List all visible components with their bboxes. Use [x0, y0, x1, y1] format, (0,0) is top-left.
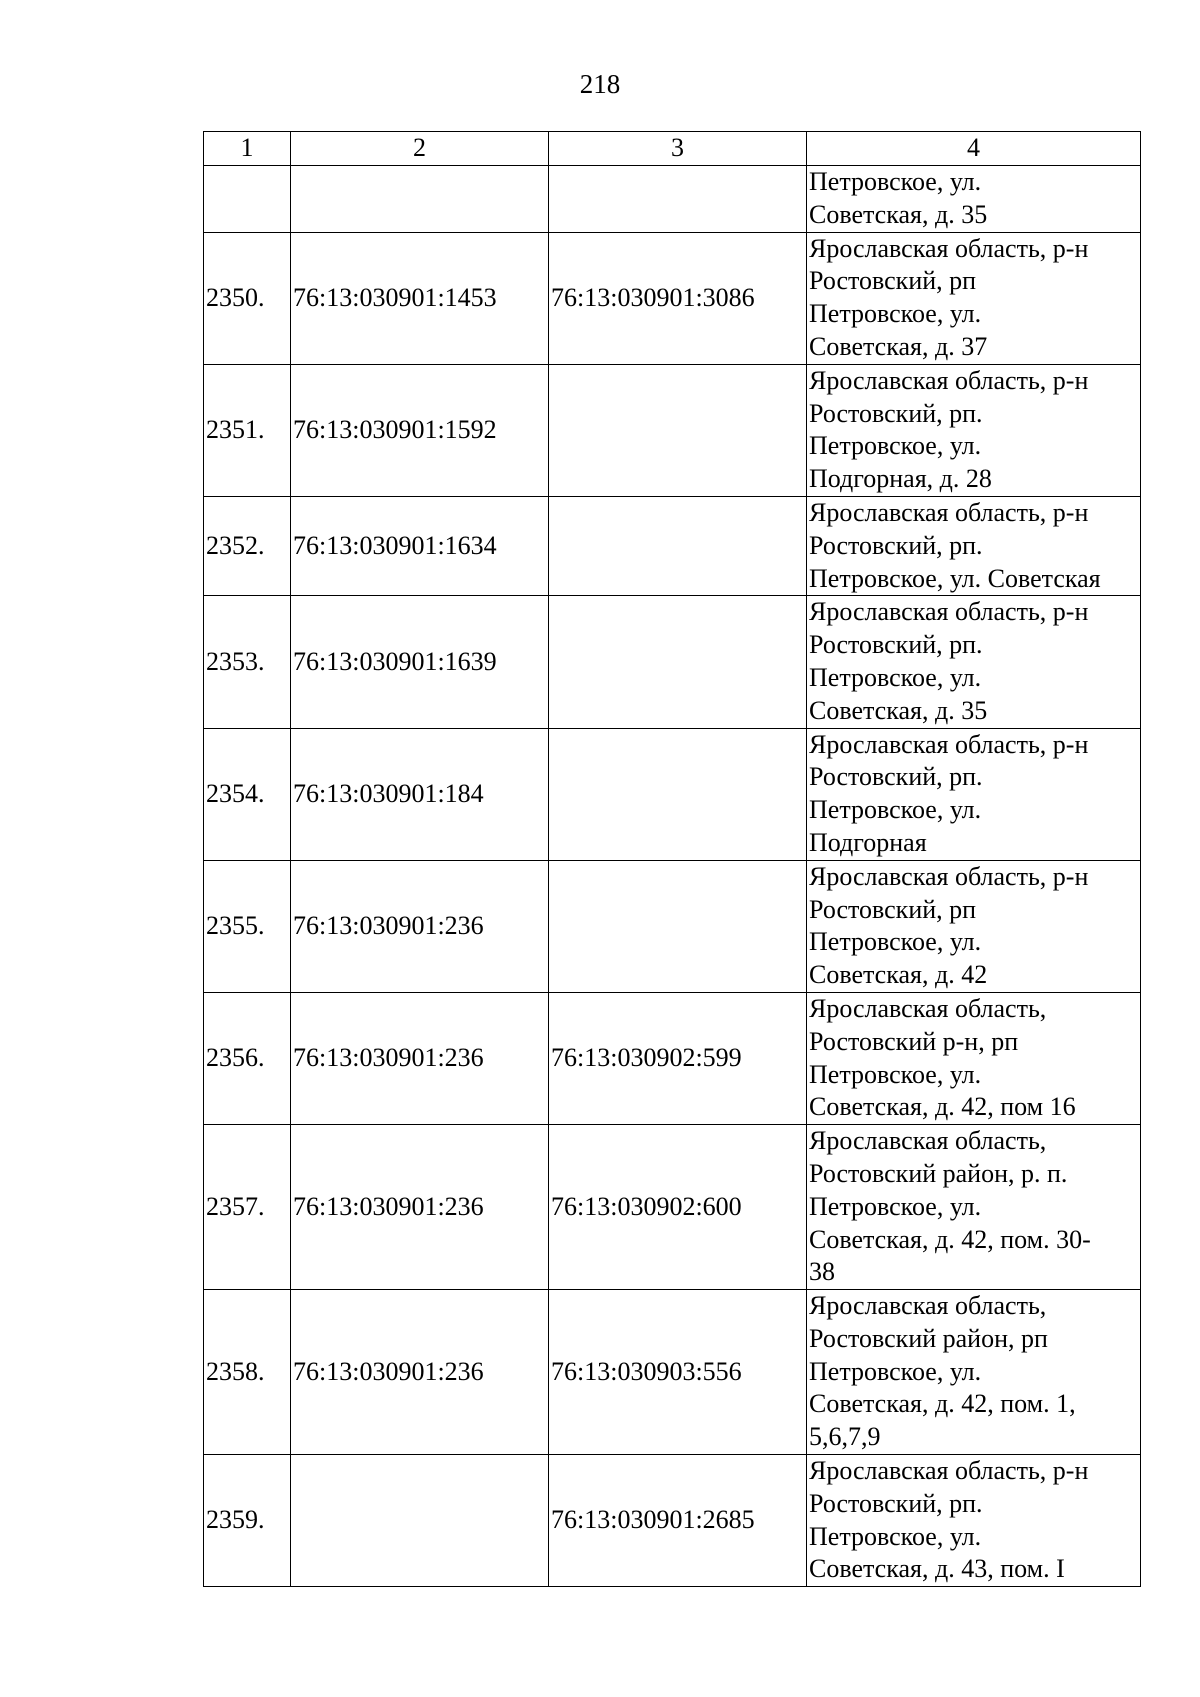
- table-header-row: [204, 132, 1141, 166]
- related-cadastral-number-cell: 76:13:030902:599: [549, 992, 807, 1124]
- related-cadastral-number-cell: [549, 860, 807, 992]
- address-cell: [807, 728, 1141, 860]
- address-line: Ярославская область,: [809, 1291, 1047, 1321]
- page-number: 218: [579, 69, 621, 99]
- cadastral-number-cell: 76:13:030901:1634: [291, 496, 549, 595]
- address-line: Петровское, ул.: [809, 167, 982, 196]
- cadastral-number-cell: 76:13:030901:236: [291, 1125, 549, 1290]
- address-line: Ростовский, рп: [809, 266, 977, 296]
- table-row: [204, 1455, 1141, 1587]
- cadastral-number-cell: 76:13:030901:1453: [291, 232, 549, 364]
- cadastral-number-cell: [291, 166, 549, 233]
- address-line: Петровское, ул.: [809, 299, 982, 329]
- related-cadastral-number-cell: [549, 728, 807, 860]
- address-line: Советская, д. 35: [809, 199, 988, 229]
- registry-table: [203, 131, 1141, 1587]
- row-number-cell: 2353.: [204, 596, 291, 728]
- address-line: Петровское, ул.: [809, 662, 982, 692]
- cadastral-number-cell: 76:13:030901:236: [291, 1290, 549, 1455]
- address-line: Ростовский, рп.: [809, 762, 983, 792]
- address-cell: [807, 596, 1141, 728]
- address-line: Ростовский район, р. п.: [809, 1158, 1068, 1188]
- address-line: Ростовский район, рп: [809, 1323, 1048, 1353]
- related-cadastral-number-cell: 76:13:030902:600: [549, 1125, 807, 1290]
- address-line: Ярославская область,: [809, 993, 1047, 1023]
- address-line: Петровское, ул.: [809, 1059, 982, 1089]
- address-line: Ростовский р-н, рп: [809, 1026, 1019, 1056]
- address-cell: [807, 496, 1141, 595]
- address-line: Ростовский, рп.: [809, 530, 983, 560]
- related-cadastral-number-cell: [549, 496, 807, 595]
- row-number-cell: 2356.: [204, 992, 291, 1124]
- table-row: [204, 596, 1141, 728]
- address-line: Ростовский, рп.: [809, 398, 983, 428]
- related-cadastral-number-cell: 76:13:030901:2685: [549, 1455, 807, 1587]
- cadastral-number-cell: [291, 1455, 549, 1587]
- address-cell: [807, 1125, 1141, 1290]
- column-header-1: 1: [204, 132, 291, 166]
- address-line: Ярославская область, р-н: [809, 233, 1089, 263]
- related-cadastral-number-cell: 76:13:030901:3086: [549, 232, 807, 364]
- address-line: Советская, д. 35: [809, 695, 988, 725]
- row-number-cell: 2355.: [204, 860, 291, 992]
- address-line: Петровское, ул.: [809, 1356, 982, 1386]
- address-line: Петровское, ул.: [809, 1191, 982, 1221]
- row-number-cell: 2358.: [204, 1290, 291, 1455]
- address-line: Советская, д. 42, пом. 30-: [809, 1224, 1091, 1254]
- address-cell: [807, 992, 1141, 1124]
- address-line: Ярославская область, р-н: [809, 861, 1089, 891]
- table-row: [204, 860, 1141, 992]
- related-cadastral-number-cell: [549, 596, 807, 728]
- table-row: [204, 232, 1141, 364]
- address-cell: [807, 1455, 1141, 1587]
- address-line: Ярославская область, р-н: [809, 1456, 1089, 1486]
- table-row: [204, 166, 1141, 233]
- cadastral-number-cell: 76:13:030901:1639: [291, 596, 549, 728]
- address-line: Советская, д. 42, пом 16: [809, 1092, 1076, 1122]
- address-line: Петровское, ул.: [809, 927, 982, 957]
- address-cell: [807, 860, 1141, 992]
- address-cell: [807, 364, 1141, 496]
- address-line: 38: [809, 1257, 835, 1287]
- address-line: Ярославская область, р-н: [809, 729, 1089, 759]
- address-line: Ярославская область, р-н: [809, 365, 1089, 395]
- table-row: [204, 364, 1141, 496]
- related-cadastral-number-cell: [549, 166, 807, 233]
- address-line: Ярославская область,: [809, 1126, 1047, 1156]
- address-line: Петровское, ул.: [809, 431, 982, 461]
- related-cadastral-number-cell: 76:13:030903:556: [549, 1290, 807, 1455]
- address-line: Подгорная, д. 28: [809, 464, 992, 494]
- cadastral-number-cell: 76:13:030901:236: [291, 992, 549, 1124]
- address-line: Ростовский, рп.: [809, 630, 983, 660]
- row-number-cell: 2350.: [204, 232, 291, 364]
- address-line: Советская, д. 37: [809, 331, 988, 361]
- row-number-cell: 2351.: [204, 364, 291, 496]
- table-row: [204, 1125, 1141, 1290]
- address-line: Советская, д. 42, пом. 1,: [809, 1389, 1076, 1419]
- table-body: [204, 166, 1141, 1587]
- address-line: Подгорная: [809, 827, 927, 857]
- table-row: [204, 496, 1141, 595]
- column-header-2: 2: [291, 132, 549, 166]
- address-cell: [807, 166, 1141, 233]
- column-header-4: 4: [807, 132, 1141, 166]
- row-number-cell: [204, 166, 291, 233]
- cadastral-number-cell: 76:13:030901:184: [291, 728, 549, 860]
- address-line: Петровское, ул. Советская: [809, 563, 1101, 593]
- cadastral-number-cell: 76:13:030901:1592: [291, 364, 549, 496]
- related-cadastral-number-cell: [549, 364, 807, 496]
- address-line: Ярославская область, р-н: [809, 497, 1089, 527]
- table-row: [204, 728, 1141, 860]
- row-number-cell: 2354.: [204, 728, 291, 860]
- row-number-cell: 2352.: [204, 496, 291, 595]
- address-line: Ростовский, рп: [809, 894, 977, 924]
- row-number-cell: 2359.: [204, 1455, 291, 1587]
- address-line: Ростовский, рп.: [809, 1488, 983, 1518]
- table-row: [204, 992, 1141, 1124]
- cadastral-number-cell: 76:13:030901:236: [291, 860, 549, 992]
- address-line: Ярославская область, р-н: [809, 597, 1089, 627]
- row-number-cell: 2357.: [204, 1125, 291, 1290]
- address-line: Советская, д. 43, пом. I: [809, 1554, 1065, 1584]
- address-cell: [807, 1290, 1141, 1455]
- address-line: Петровское, ул.: [809, 795, 982, 825]
- address-cell: [807, 232, 1141, 364]
- table-row: [204, 1290, 1141, 1455]
- address-line: 5,6,7,9: [809, 1422, 881, 1452]
- column-header-3: 3: [549, 132, 807, 166]
- address-line: Петровское, ул.: [809, 1521, 982, 1551]
- address-line: Советская, д. 42: [809, 960, 988, 990]
